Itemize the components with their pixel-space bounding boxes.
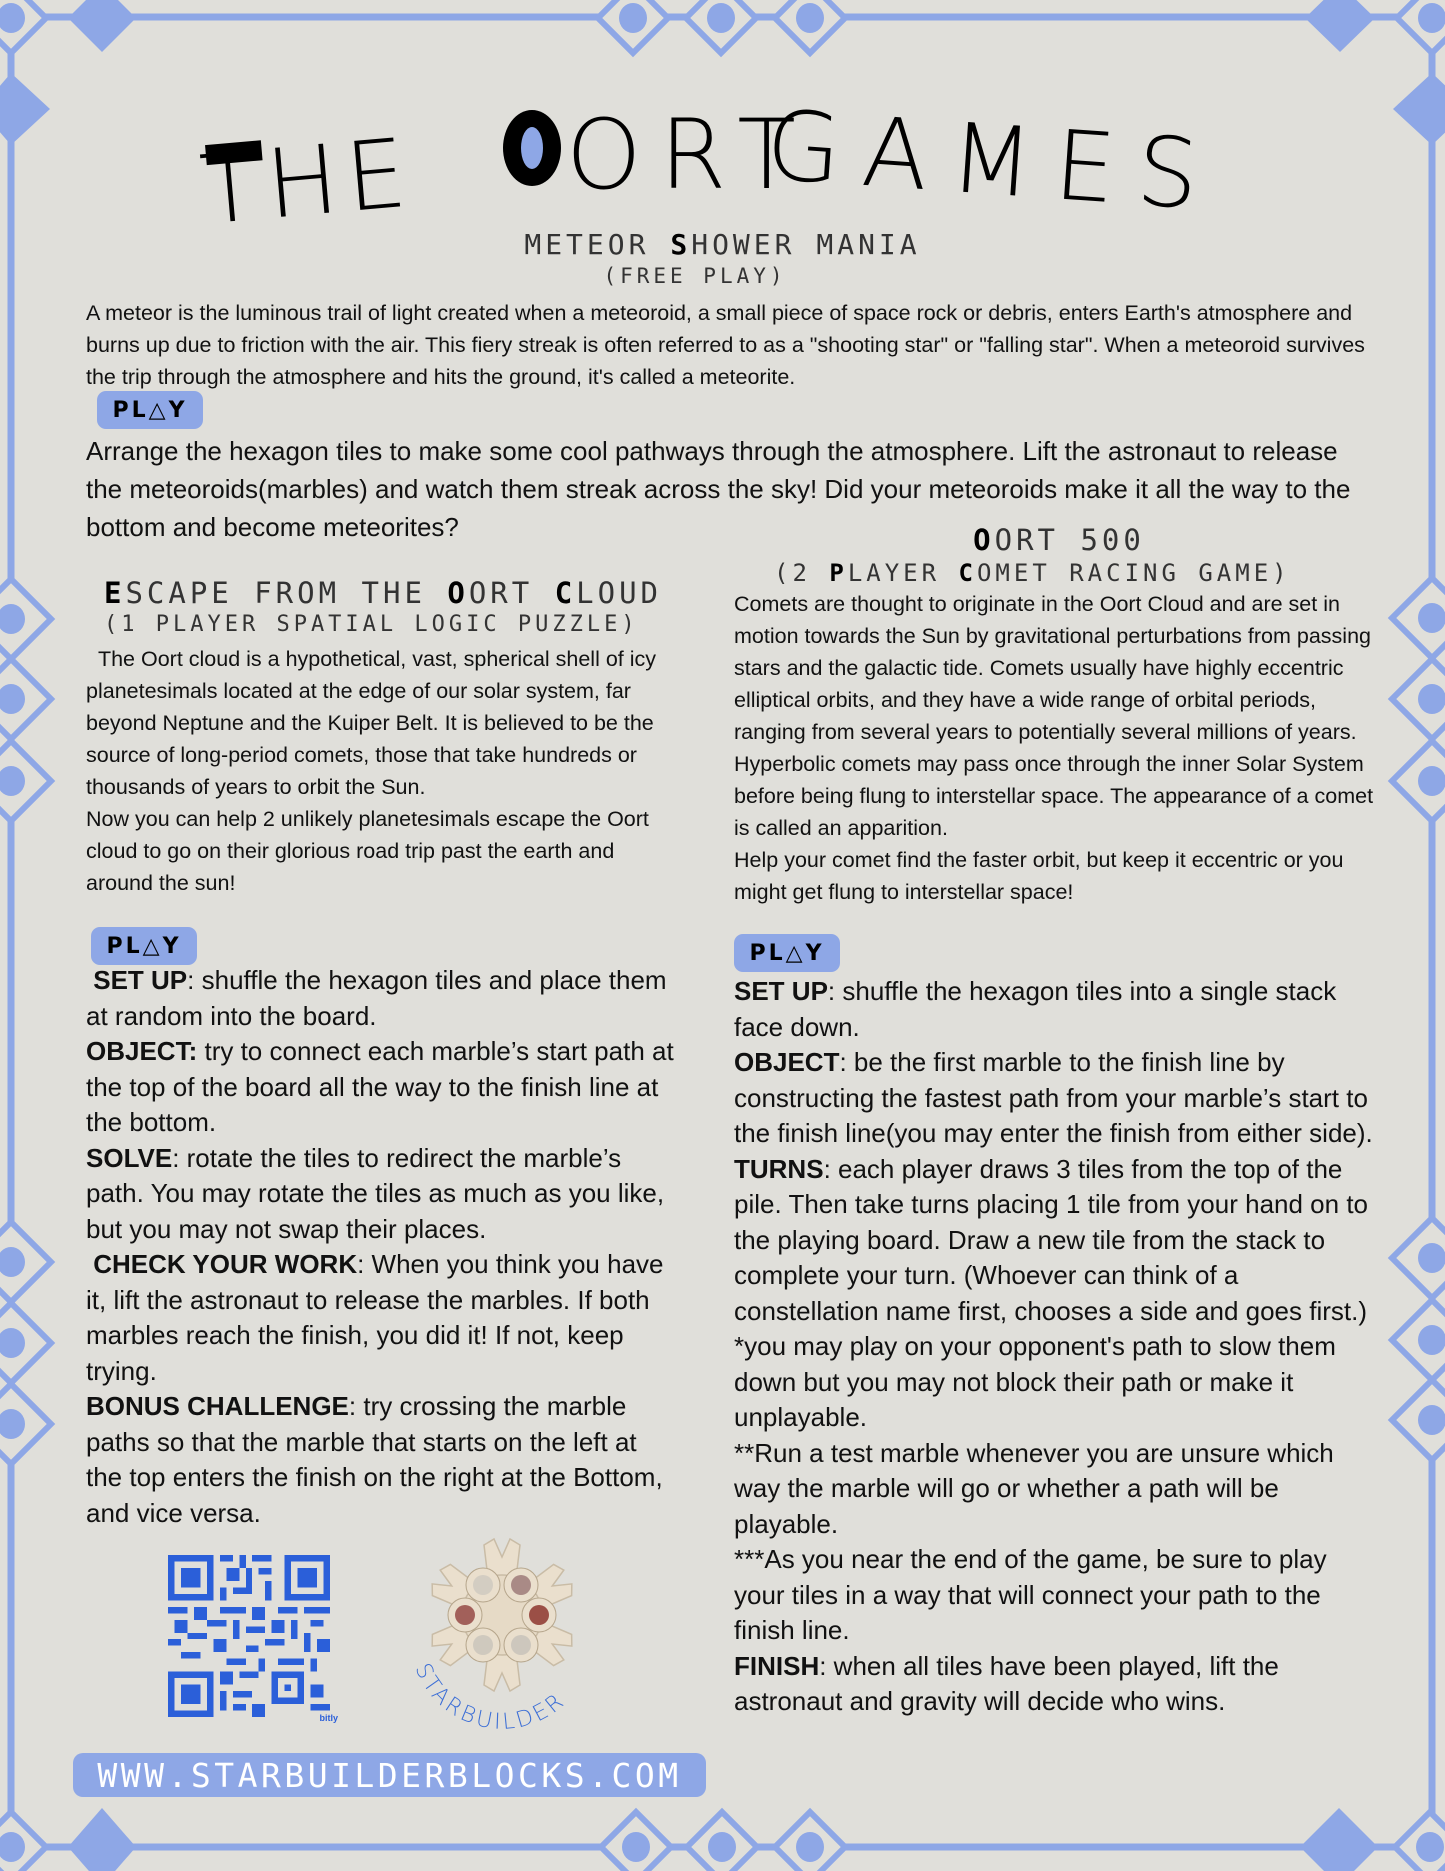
heading-part: METEOR xyxy=(524,228,671,261)
qr-caption: bitly xyxy=(319,1713,338,1723)
rule-text: : shuffle the hexagon tiles into a single stack face down. xyxy=(734,976,1337,1042)
escape-heading xyxy=(104,576,662,610)
rule-label: SET UP xyxy=(86,965,188,995)
escape-subtitle: (1 PLAYER SPATIAL LOGIC PUZZLE) xyxy=(104,612,639,637)
heading-bold-letter: S xyxy=(670,228,692,261)
rule-setup xyxy=(734,974,1384,1045)
play-letter: △ xyxy=(142,933,163,959)
heading-part: HOWER MANIA xyxy=(691,228,921,261)
play-badge-oort500 xyxy=(734,934,840,972)
play-letter: △ xyxy=(148,397,169,423)
rule-text: *you may play on your opponent's path to slow them down but you may not block their path or make it unplayable. xyxy=(734,1331,1336,1432)
starbuilder-logo xyxy=(395,1520,610,1730)
right-ornaments xyxy=(1392,73,1445,1460)
play-badge-escape xyxy=(91,927,197,965)
heading-bold-letter: E xyxy=(104,576,126,610)
bottom-ornaments xyxy=(0,1808,1445,1871)
top-ornaments xyxy=(0,0,1445,53)
rule-label: TURNS xyxy=(734,1153,824,1184)
rule-setup xyxy=(86,963,676,1034)
meteor-instructions: Arrange the hexagon tiles to make some cool pathways through the atmosphere. Lift the astronaut to release the meteoroids(marbles) and watch them streak across the sky! Did your meteoroids make it all the way to the bottom and become meteorites? xyxy=(86,436,1351,542)
play-letter: Y xyxy=(168,397,188,423)
qr-code[interactable] xyxy=(168,1555,338,1723)
escape-rules xyxy=(86,963,676,1531)
rule-check xyxy=(86,1247,676,1389)
play-letter: △ xyxy=(785,940,806,966)
starbuilder-logo-graphic xyxy=(395,1520,610,1730)
rule-turns xyxy=(734,1152,1384,1330)
play-letter: L xyxy=(125,933,143,959)
oort500-body-2: Help your comet find the faster orbit, but keep it eccentric or you might get flung to interstellar space! xyxy=(734,848,1344,904)
play-letter: P xyxy=(106,933,126,959)
rule-text: : when all tiles have been played, lift the astronaut and gravity will decide who wins. xyxy=(734,1650,1279,1716)
subtitle-part: LAYER xyxy=(847,559,959,587)
rule-solve xyxy=(86,1141,676,1248)
escape-body xyxy=(86,643,666,899)
rule-label: OBJECT xyxy=(734,1047,840,1077)
play-letter: Y xyxy=(805,940,825,966)
rule-label: BONUS CHALLENGE xyxy=(86,1391,349,1421)
rule-text: : be the first marble to the finish line by constructing the fastest path from your marble’s start to the finish line(you may enter the finish from either side). xyxy=(734,1047,1373,1148)
rule-text: : When you think you have it, lift the astronaut to release the marbles. If both marbles reach the finish, you did it! If not, keep trying. xyxy=(86,1249,671,1386)
rule-label: SET UP xyxy=(734,976,828,1006)
rule-note-2 xyxy=(734,1436,1384,1543)
rule-label: CHECK YOUR WORK xyxy=(86,1249,358,1279)
rule-label: SOLVE xyxy=(86,1142,173,1173)
rule-object xyxy=(86,1034,676,1141)
meteor-subtitle: (FREE PLAY) xyxy=(603,264,787,288)
escape-body-2: Now you can help 2 unlikely planetesimals escape the Oort cloud to go on their glorious road trip past the earth and around the sun! xyxy=(86,807,649,895)
play-letter: L xyxy=(131,397,149,423)
meteor-heading xyxy=(0,228,1445,261)
page-title xyxy=(190,95,1250,235)
heading-bold-letter: O xyxy=(973,523,995,557)
oort500-body-1: Comets are thought to originate in the Oort Cloud and are set in motion towards the Sun by gravitational perturbations from passing stars and the galactic tide. Comets usually have highly eccentric elliptical orbits, and they have a wide range of orbital periods, ranging from several years to potentially several millions of years. Hyperbolic comets may pass once through the inner Solar System before being flung to interstellar space. The appearance of a comet is called an apparition. xyxy=(734,592,1374,840)
oort500-subtitle xyxy=(774,559,1291,587)
meteor-intro: A meteor is the luminous trail of light created when a meteoroid, a small piece of space rock or debris, enters Earth's atmosphere and burns up due to friction with the air. This fiery streak is often referred to as a "shooting star" or "falling star". When a meteoroid survives the trip through the atmosphere and hits the ground, it's called a meteorite. xyxy=(86,301,1365,389)
rule-object xyxy=(734,1045,1384,1152)
subtitle-part: OMET RACING GAME) xyxy=(976,559,1291,587)
svg-text:GAMES: GAMES xyxy=(762,95,1224,233)
heading-part: ORT 500 xyxy=(994,523,1145,557)
heading-bold-letter: C xyxy=(958,559,977,587)
heading-part: ORT xyxy=(468,576,555,610)
heading-bold-letter: C xyxy=(554,576,577,610)
play-letter: P xyxy=(112,397,132,423)
rule-note-3 xyxy=(734,1542,1384,1649)
rule-label: FINISH xyxy=(734,1650,820,1681)
heading-bold-letter: O xyxy=(447,576,469,610)
website-link[interactable]: WWW.STARBUILDERBLOCKS.COM xyxy=(73,1753,706,1797)
svg-text:STARBUILDER: STARBUILDER xyxy=(409,1659,571,1730)
rule-text: try to connect each marble’s start path at the top of the board all the way to the finish line at the bottom. xyxy=(86,1036,674,1137)
rule-text: ***As you near the end of the game, be sure to play your tiles in a way that will connect your path to the finish line. xyxy=(734,1544,1327,1645)
rule-text: : rotate the tiles to redirect the marble’s path. You may rotate the tiles as much as you like, but you may not swap their places. xyxy=(86,1142,665,1244)
oort500-heading xyxy=(734,523,1384,557)
heading-bold-letter: P xyxy=(829,559,848,587)
svg-text:THE: THE xyxy=(196,118,419,235)
play-badge-meteor xyxy=(97,391,203,429)
heading-part: SCAPE FROM THE xyxy=(125,576,448,610)
rule-label: OBJECT: xyxy=(86,1036,198,1066)
rule-text: : each player draws 3 tiles from the top of the pile. Then take turns placing 1 tile from your hand on to the playing board. Draw a new tile from the stack to complete your turn. (Whoever can think of a constellation name first, chooses a side and goes first.) xyxy=(734,1153,1369,1326)
rule-note-1 xyxy=(734,1329,1384,1436)
rule-bonus xyxy=(86,1389,676,1531)
rule-finish xyxy=(734,1649,1384,1720)
play-letter: Y xyxy=(162,933,182,959)
oort500-rules xyxy=(734,974,1384,1720)
rule-text: : try crossing the marble paths so that the marble that starts on the left at the top enters the finish on the right at the Bottom, and vice versa. xyxy=(86,1391,663,1528)
subtitle-part: (2 xyxy=(774,559,830,587)
title-graphic xyxy=(190,95,1250,235)
rule-text: **Run a test marble whenever you are unsure which way the marble will go or whether a path will be playable. xyxy=(734,1437,1334,1539)
play-letter: L xyxy=(768,940,786,966)
oort500-body xyxy=(734,588,1384,908)
qr-code-graphic xyxy=(168,1555,330,1717)
svg-text:ORT: ORT xyxy=(566,99,814,211)
heading-part: LOUD xyxy=(576,576,662,610)
escape-body-1: The Oort cloud is a hypothetical, vast, spherical shell of icy planetesimals located at the edge of our solar system, far beyond Neptune and the Kuiper Belt. It is believed to be the source of long-period comets, those that take hundreds or thousands of years to orbit the Sun. xyxy=(86,647,663,799)
rule-text: : shuffle the hexagon tiles and place them at random into the board. xyxy=(86,965,674,1031)
play-letter: P xyxy=(749,940,769,966)
